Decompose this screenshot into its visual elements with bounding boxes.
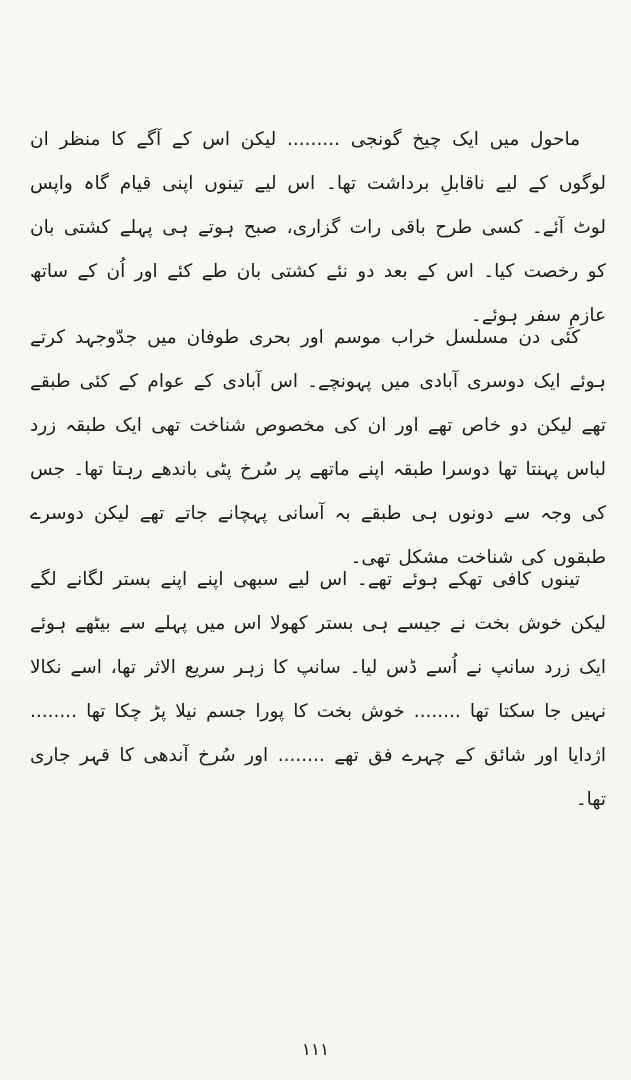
paragraph-3: [30, 558, 606, 822]
paragraph-2: [30, 316, 606, 580]
paragraph-text: تینوں کافی تھکے ہوئے تھے۔ اس لیے سبھی اپنے اپنے بستر لگانے لگے لیکن خوش بخت نے جیسے ہی بستر کھولا اس میں پہلے سے بیٹھے ہوئے ایک زرد سانپ نے اُسے ڈس لیا۔ سانپ کا زہر سریع الاثر تھا، اسے نکالا نہیں جا سکتا تھا ........ خوش بخت کا پورا جسم نیلا پڑ چکا تھا ........ اژدایا اور شائق کے چہرے فق تھے ........ اور سُرخ آندھی کا قہر جاری تھا۔: [30, 569, 606, 810]
paragraph-1: [30, 118, 606, 338]
paragraph-text: ماحول میں ایک چیخ گونجی ......... لیکن اس کے آگے کا منظر ان لوگوں کے لیے ناقابلِ برداشت تھا۔ اس لیے تینوں اپنی قیام گاہ واپس لوٹ آئے۔ کسی طرح باقی رات گزاری، صبح ہوتے ہی پہلے کشتی بان کو رخصت کیا۔ اس کے بعد دو نئے کشتی بان طے کئے اور اُن کے ساتھ عازمِ سفر ہوئے۔: [30, 129, 606, 326]
page-number: ۱۱۱: [301, 1040, 330, 1060]
paragraph-text: کئی دن مسلسل خراب موسم اور بحری طوفان میں جدّوجہد کرتے ہوئے ایک دوسری آبادی میں پہونچے۔ اس آبادی کے عوام کے کئی طبقے تھے لیکن دو خاص تھے اور ان کی مخصوص شناخت تھی ایک طبقہ زرد لباس پہنتا تھا دوسرا طبقہ اپنے ماتھے پر سُرخ پٹی باندھے رہتا تھا۔ جس کی وجہ سے دونوں ہی طبقے بہ آسانی پہچانے جاتے تھے لیکن دوسرے طبقوں کی شناخت مشکل تھی۔: [30, 327, 606, 568]
